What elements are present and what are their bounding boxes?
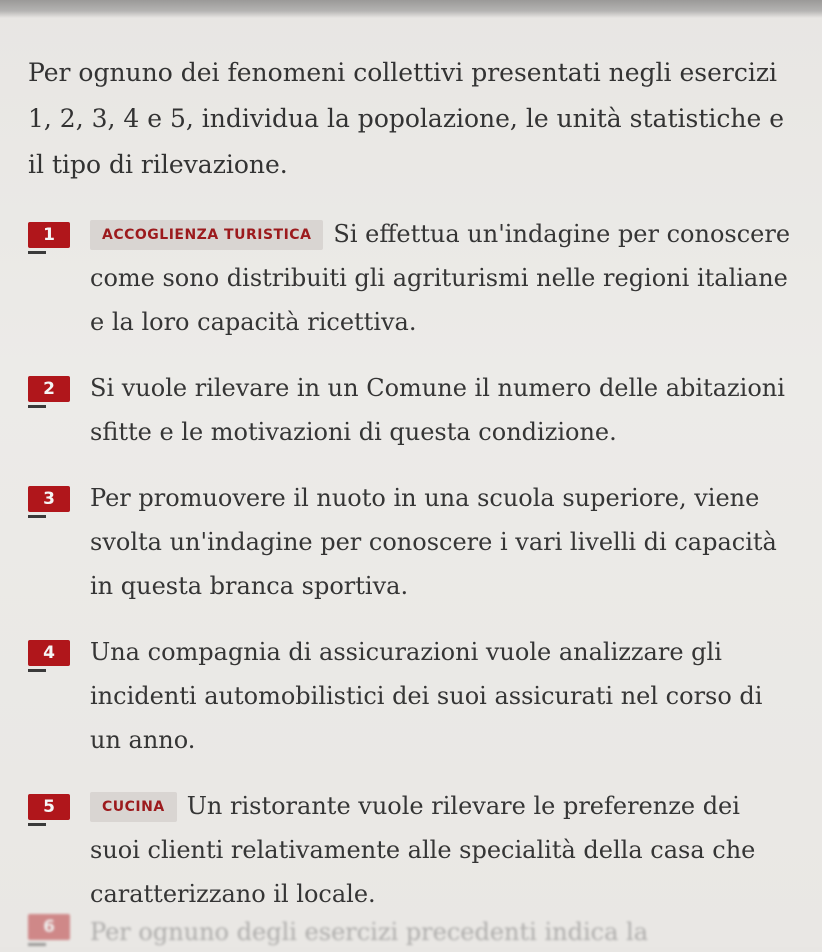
exercise-number-badge: 3 [28, 486, 70, 512]
exercise-text: Una compagnia di assicurazioni vuole analizzare gli incidenti automobilistici dei suoi assicurati nel corso di un anno. [90, 638, 763, 754]
exercise-6-partial [28, 912, 648, 952]
exercise-3 [28, 476, 794, 608]
exercise-1 [28, 212, 794, 344]
topic-tag: CUCINA [90, 792, 177, 822]
exercise-5 [28, 784, 794, 916]
top-page-edge [0, 0, 822, 18]
exercise-text: Un ristorante vuole rilevare le preferenze dei suoi clienti relativamente alle specialità della casa che caratterizzano il locale. [90, 792, 756, 908]
exercise-text: Per ognuno degli esercizi precedenti indica la [90, 918, 648, 946]
exercise-text: Si vuole rilevare in un Comune il numero delle abitazioni sfitte e le motivazioni di questa condizione. [90, 374, 785, 446]
exercise-page [28, 50, 794, 938]
instructions: Per ognuno dei fenomeni collettivi presentati negli esercizi 1, 2, 3, 4 e 5, individua la popolazione, le unità statistiche e il tipo di rilevazione. [28, 58, 784, 179]
exercise-text: Si effettua un'indagine per conoscere come sono distribuiti gli agriturismi nelle regioni italiane e la loro capacità ricettiva. [90, 220, 791, 336]
exercise-number-badge: 1 [28, 222, 70, 248]
exercise-number-badge: 6 [28, 914, 70, 940]
exercise-4 [28, 630, 794, 762]
exercise-text-block [90, 784, 794, 916]
topic-tag: ACCOGLIENZA TURISTICA [90, 220, 323, 250]
exercise-number-badge: 5 [28, 794, 70, 820]
exercise-number-badge: 2 [28, 376, 70, 402]
exercise-text-block [90, 212, 794, 344]
exercise-number-badge: 4 [28, 640, 70, 666]
exercise-2 [28, 366, 794, 454]
exercise-text: Per promuovere il nuoto in una scuola superiore, viene svolta un'indagine per conoscere i vari livelli di capacità in questa branca sportiva. [90, 484, 777, 600]
